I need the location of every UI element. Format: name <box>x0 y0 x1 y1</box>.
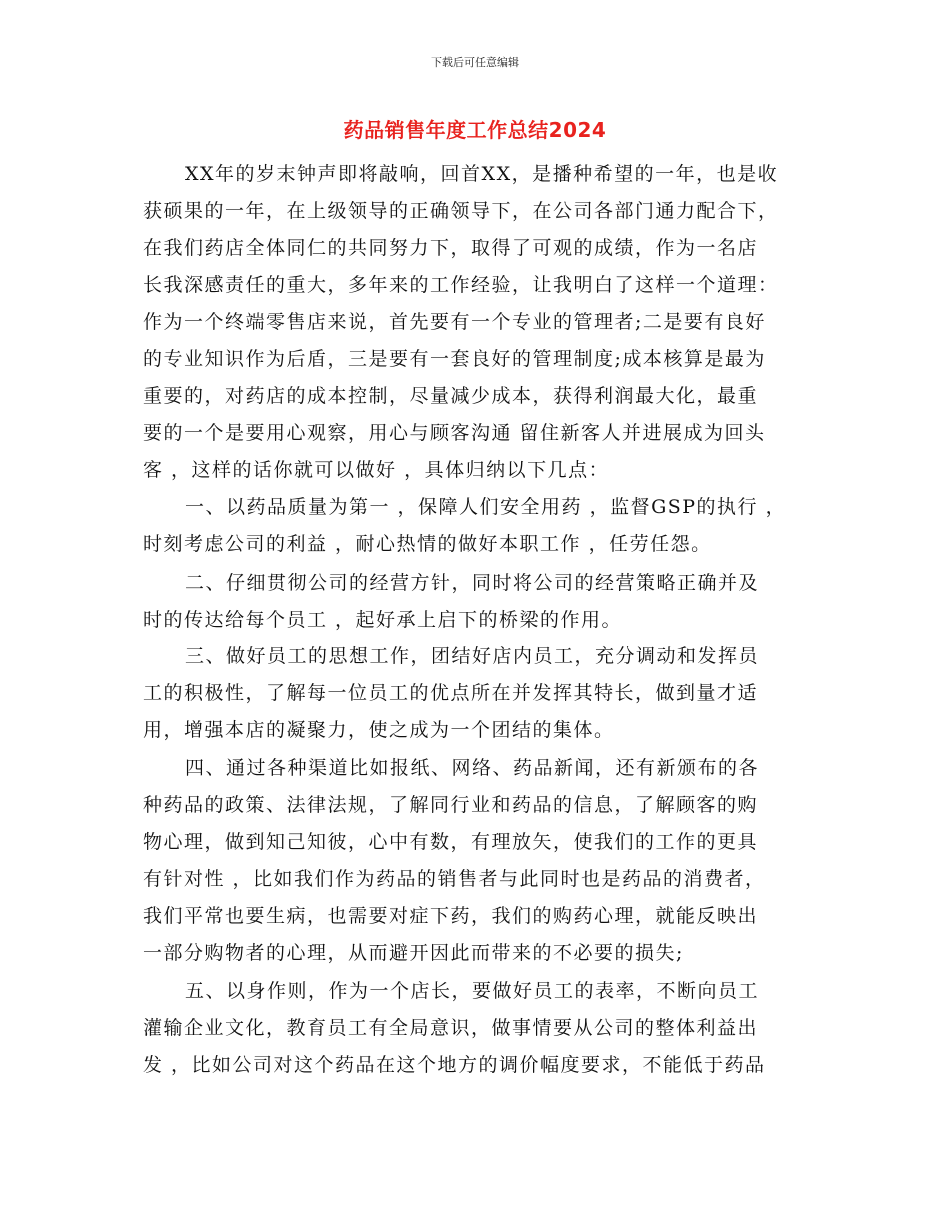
body-line: 五、以身作则，作为一个店长，要做好员工的表率，不断向员工 <box>185 980 760 1002</box>
body-line: 一、以药品质量为第一 ，保障人们安全用药 ，监督GSP的执行 ， <box>185 496 787 518</box>
body-line: 发 ，比如公司对这个药品在这个地方的调价幅度要求，不能低于药品 <box>143 1054 766 1076</box>
body-line: 三、做好员工的思想工作，团结好店内员工，充分调动和发挥员 <box>185 645 760 667</box>
body-line: 灌输企业文化，教育员工有全局意识，做事情要从公司的整体利益出 <box>143 1017 759 1039</box>
body-line: 用，增强本店的凝聚力，使之成为一个团结的集体。 <box>143 719 615 741</box>
body-line: 四、通过各种渠道比如报纸、网络、药品新闻，还有新颁布的各 <box>185 757 760 779</box>
body-line: 时刻考虑公司的利益 ，耐心热情的做好本职工作 ，任劳任怨。 <box>143 533 712 555</box>
body-line: 在我们药店全体同仁的共同努力下，取得了可观的成绩，作为一名店 <box>143 237 759 259</box>
body-line: 要的一个是要用心观察，用心与顾客沟通 留住新客人并进展成为回头 <box>143 422 766 444</box>
body-line: 有针对性 ，比如我们作为药品的销售者与此同时也是药品的消费者， <box>143 868 766 890</box>
body-line: 二、仔细贯彻公司的经营方针，同时将公司的经营策略正确并及 <box>185 572 760 594</box>
body-line: 时的传达给每个员工 ，起好承上启下的桥梁的作用。 <box>143 609 623 631</box>
page-header-note: 下载后可任意编辑 <box>431 56 519 69</box>
body-line: 物心理，做到知己知彼，心中有数，有理放矢，使我们的工作的更具 <box>143 831 759 853</box>
body-line: 长我深感责任的重大，多年来的工作经验，让我明白了这样一个道理： <box>143 274 779 296</box>
document-title: 药品销售年度工作总结2024 <box>343 118 607 142</box>
body-line: 种药品的政策、法律法规，了解同行业和药品的信息，了解顾客的购 <box>143 794 759 816</box>
body-line: XX年的岁末钟声即将敲响，回首XX，是播种希望的一年，也是收 <box>185 163 779 185</box>
body-line: 的专业知识作为后盾，三是要有一套良好的管理制度;成本核算是最为 <box>143 348 766 370</box>
body-line: 重要的，对药店的成本控制，尽量减少成本，获得利润最大化，最重 <box>143 385 759 407</box>
body-line: 客 ，这样的话你就可以做好 ，具体归纳以下几点： <box>143 459 610 481</box>
body-line: 作为一个终端零售店来说，首先要有一个专业的管理者;二是要有良好 <box>143 311 766 333</box>
body-line: 一部分购物者的心理，从而避开因此而带来的不必要的损失; <box>143 942 684 964</box>
body-line: 获硕果的一年，在上级领导的正确领导下，在公司各部门通力配合下， <box>143 200 779 222</box>
body-line: 工的积极性，了解每一位员工的优点所在并发挥其特长，做到量才适 <box>143 682 759 704</box>
body-line: 我们平常也要生病，也需要对症下药，我们的购药心理，就能反映出 <box>143 905 759 927</box>
